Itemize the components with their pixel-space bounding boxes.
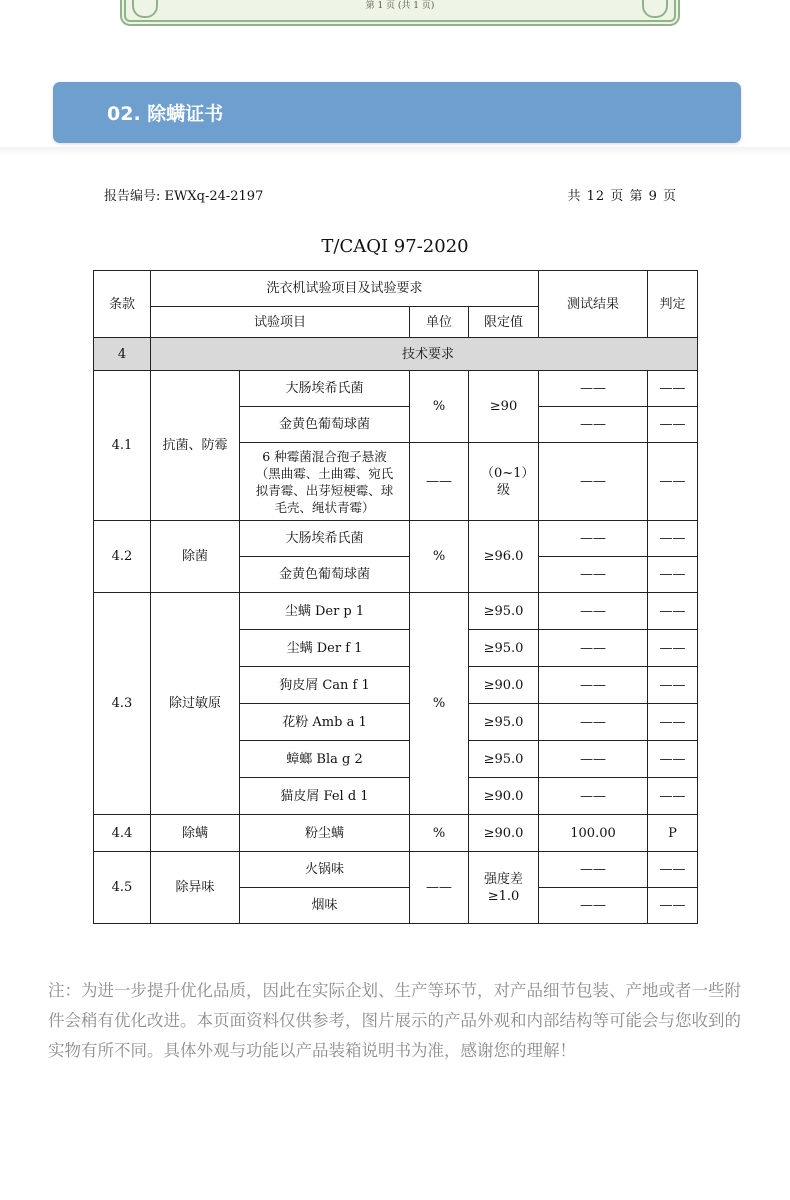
section-banner xyxy=(53,82,741,143)
limit-cell: ≥95.0 xyxy=(469,741,539,778)
clause-no: 4.3 xyxy=(94,593,151,815)
limit-cell: ≥95.0 xyxy=(469,593,539,630)
verdict-cell: —— xyxy=(648,371,698,407)
report-page-count: 共 12 页 第 9 页 xyxy=(567,189,677,204)
test-item: 猫皮屑 Fel d 1 xyxy=(240,778,410,815)
verdict-cell: —— xyxy=(648,667,698,704)
limit-cell: ≥90 xyxy=(469,371,539,443)
result-cell: —— xyxy=(539,704,648,741)
test-results-table xyxy=(93,270,698,924)
header-item: 试验项目 xyxy=(151,307,410,338)
banner-divider xyxy=(0,147,790,155)
clause-name: 除过敏原 xyxy=(151,593,240,815)
result-cell: —— xyxy=(539,557,648,593)
result-cell: —— xyxy=(539,371,648,407)
test-item: 狗皮屑 Can f 1 xyxy=(240,667,410,704)
unit-cell: % xyxy=(410,593,469,815)
test-item: 大肠埃希氏菌 xyxy=(240,371,410,407)
result-cell: —— xyxy=(539,593,648,630)
limit-cell: ≥90.0 xyxy=(469,667,539,704)
test-item: 尘螨 Der p 1 xyxy=(240,593,410,630)
unit-cell: % xyxy=(410,371,469,443)
test-item: 大肠埃希氏菌 xyxy=(240,521,410,557)
unit-cell: % xyxy=(410,521,469,593)
result-cell: —— xyxy=(539,888,648,924)
header-clause: 条款 xyxy=(94,271,151,338)
certificate-top-fragment xyxy=(120,0,680,26)
table-row xyxy=(94,371,698,407)
verdict-cell: —— xyxy=(648,557,698,593)
verdict-cell: —— xyxy=(648,778,698,815)
result-cell: 100.00 xyxy=(539,815,648,852)
test-item: 火锅味 xyxy=(240,852,410,888)
verdict-cell: —— xyxy=(648,741,698,778)
verdict-cell: —— xyxy=(648,593,698,630)
test-item: 金黄色葡萄球菌 xyxy=(240,557,410,593)
header-row-1 xyxy=(94,271,698,307)
disclaimer-note: 注：为进一步提升优化品质，因此在实际企划、生产等环节，对产品细节包装、产地或者一些附件会稍有优化改进。本页面资料仅供参考，图片展示的产品外观和内部结构等可能会与您收到的实物有所不同。具体外观与功能以产品装箱说明书为准，感谢您的理解！ xyxy=(48,981,741,1060)
clause-name: 除螨 xyxy=(151,815,240,852)
table-row xyxy=(94,852,698,888)
test-item: 蟑螂 Bla g 2 xyxy=(240,741,410,778)
test-item: 6 种霉菌混合孢子悬液（黑曲霉、土曲霉、宛氏拟青霉、出芽短梗霉、球毛壳、绳状青霉） xyxy=(240,443,410,521)
result-cell: —— xyxy=(539,778,648,815)
unit-cell: —— xyxy=(410,852,469,924)
standard-title: T/CAQI 97-2020 xyxy=(321,236,469,257)
test-item: 烟味 xyxy=(240,888,410,924)
result-cell: —— xyxy=(539,443,648,521)
section-row xyxy=(94,338,698,371)
result-cell: —— xyxy=(539,630,648,667)
test-item: 金黄色葡萄球菌 xyxy=(240,407,410,443)
section-title: 02. 除螨证书 xyxy=(107,103,224,125)
clause-name: 抗菌、防霉 xyxy=(151,371,240,521)
table-row xyxy=(94,521,698,557)
certificate-page-text: 第 1 页 (共 1 页) xyxy=(365,1,435,11)
header-verdict: 判定 xyxy=(648,271,698,338)
result-cell: —— xyxy=(539,667,648,704)
table-row xyxy=(94,593,698,630)
header-group: 洗衣机试验项目及试验要求 xyxy=(151,271,539,307)
clause-name: 除菌 xyxy=(151,521,240,593)
unit-cell: % xyxy=(410,815,469,852)
limit-cell: 强度差≥1.0 xyxy=(469,852,539,924)
limit-cell: ≥95.0 xyxy=(469,630,539,667)
header-unit: 单位 xyxy=(410,307,469,338)
verdict-cell: —— xyxy=(648,443,698,521)
result-cell: —— xyxy=(539,741,648,778)
test-item: 尘螨 Der f 1 xyxy=(240,630,410,667)
verdict-cell: P xyxy=(648,815,698,852)
section-title-cell: 技术要求 xyxy=(151,338,698,371)
test-item: 花粉 Amb a 1 xyxy=(240,704,410,741)
test-item: 粉尘螨 xyxy=(240,815,410,852)
verdict-cell: —— xyxy=(648,521,698,557)
report-number: 报告编号: EWXq-24-2197 xyxy=(104,189,264,204)
clause-no: 4.4 xyxy=(94,815,151,852)
clause-no: 4.2 xyxy=(94,521,151,593)
table-row xyxy=(94,815,698,852)
unit-cell: —— xyxy=(410,443,469,521)
clause-name: 除异味 xyxy=(151,852,240,924)
limit-cell: ≥90.0 xyxy=(469,778,539,815)
result-cell: —— xyxy=(539,521,648,557)
verdict-cell: —— xyxy=(648,888,698,924)
verdict-cell: —— xyxy=(648,407,698,443)
header-limit: 限定值 xyxy=(469,307,539,338)
result-cell: —— xyxy=(539,852,648,888)
verdict-cell: —— xyxy=(648,852,698,888)
limit-cell: ≥90.0 xyxy=(469,815,539,852)
limit-cell: ≥95.0 xyxy=(469,704,539,741)
limit-cell: ≥96.0 xyxy=(469,521,539,593)
result-cell: —— xyxy=(539,407,648,443)
verdict-cell: —— xyxy=(648,704,698,741)
verdict-cell: —— xyxy=(648,630,698,667)
clause-no: 4.1 xyxy=(94,371,151,521)
limit-cell: （0~1）级 xyxy=(469,443,539,521)
header-result: 测试结果 xyxy=(539,271,648,338)
section-no: 4 xyxy=(94,338,151,371)
clause-no: 4.5 xyxy=(94,852,151,924)
